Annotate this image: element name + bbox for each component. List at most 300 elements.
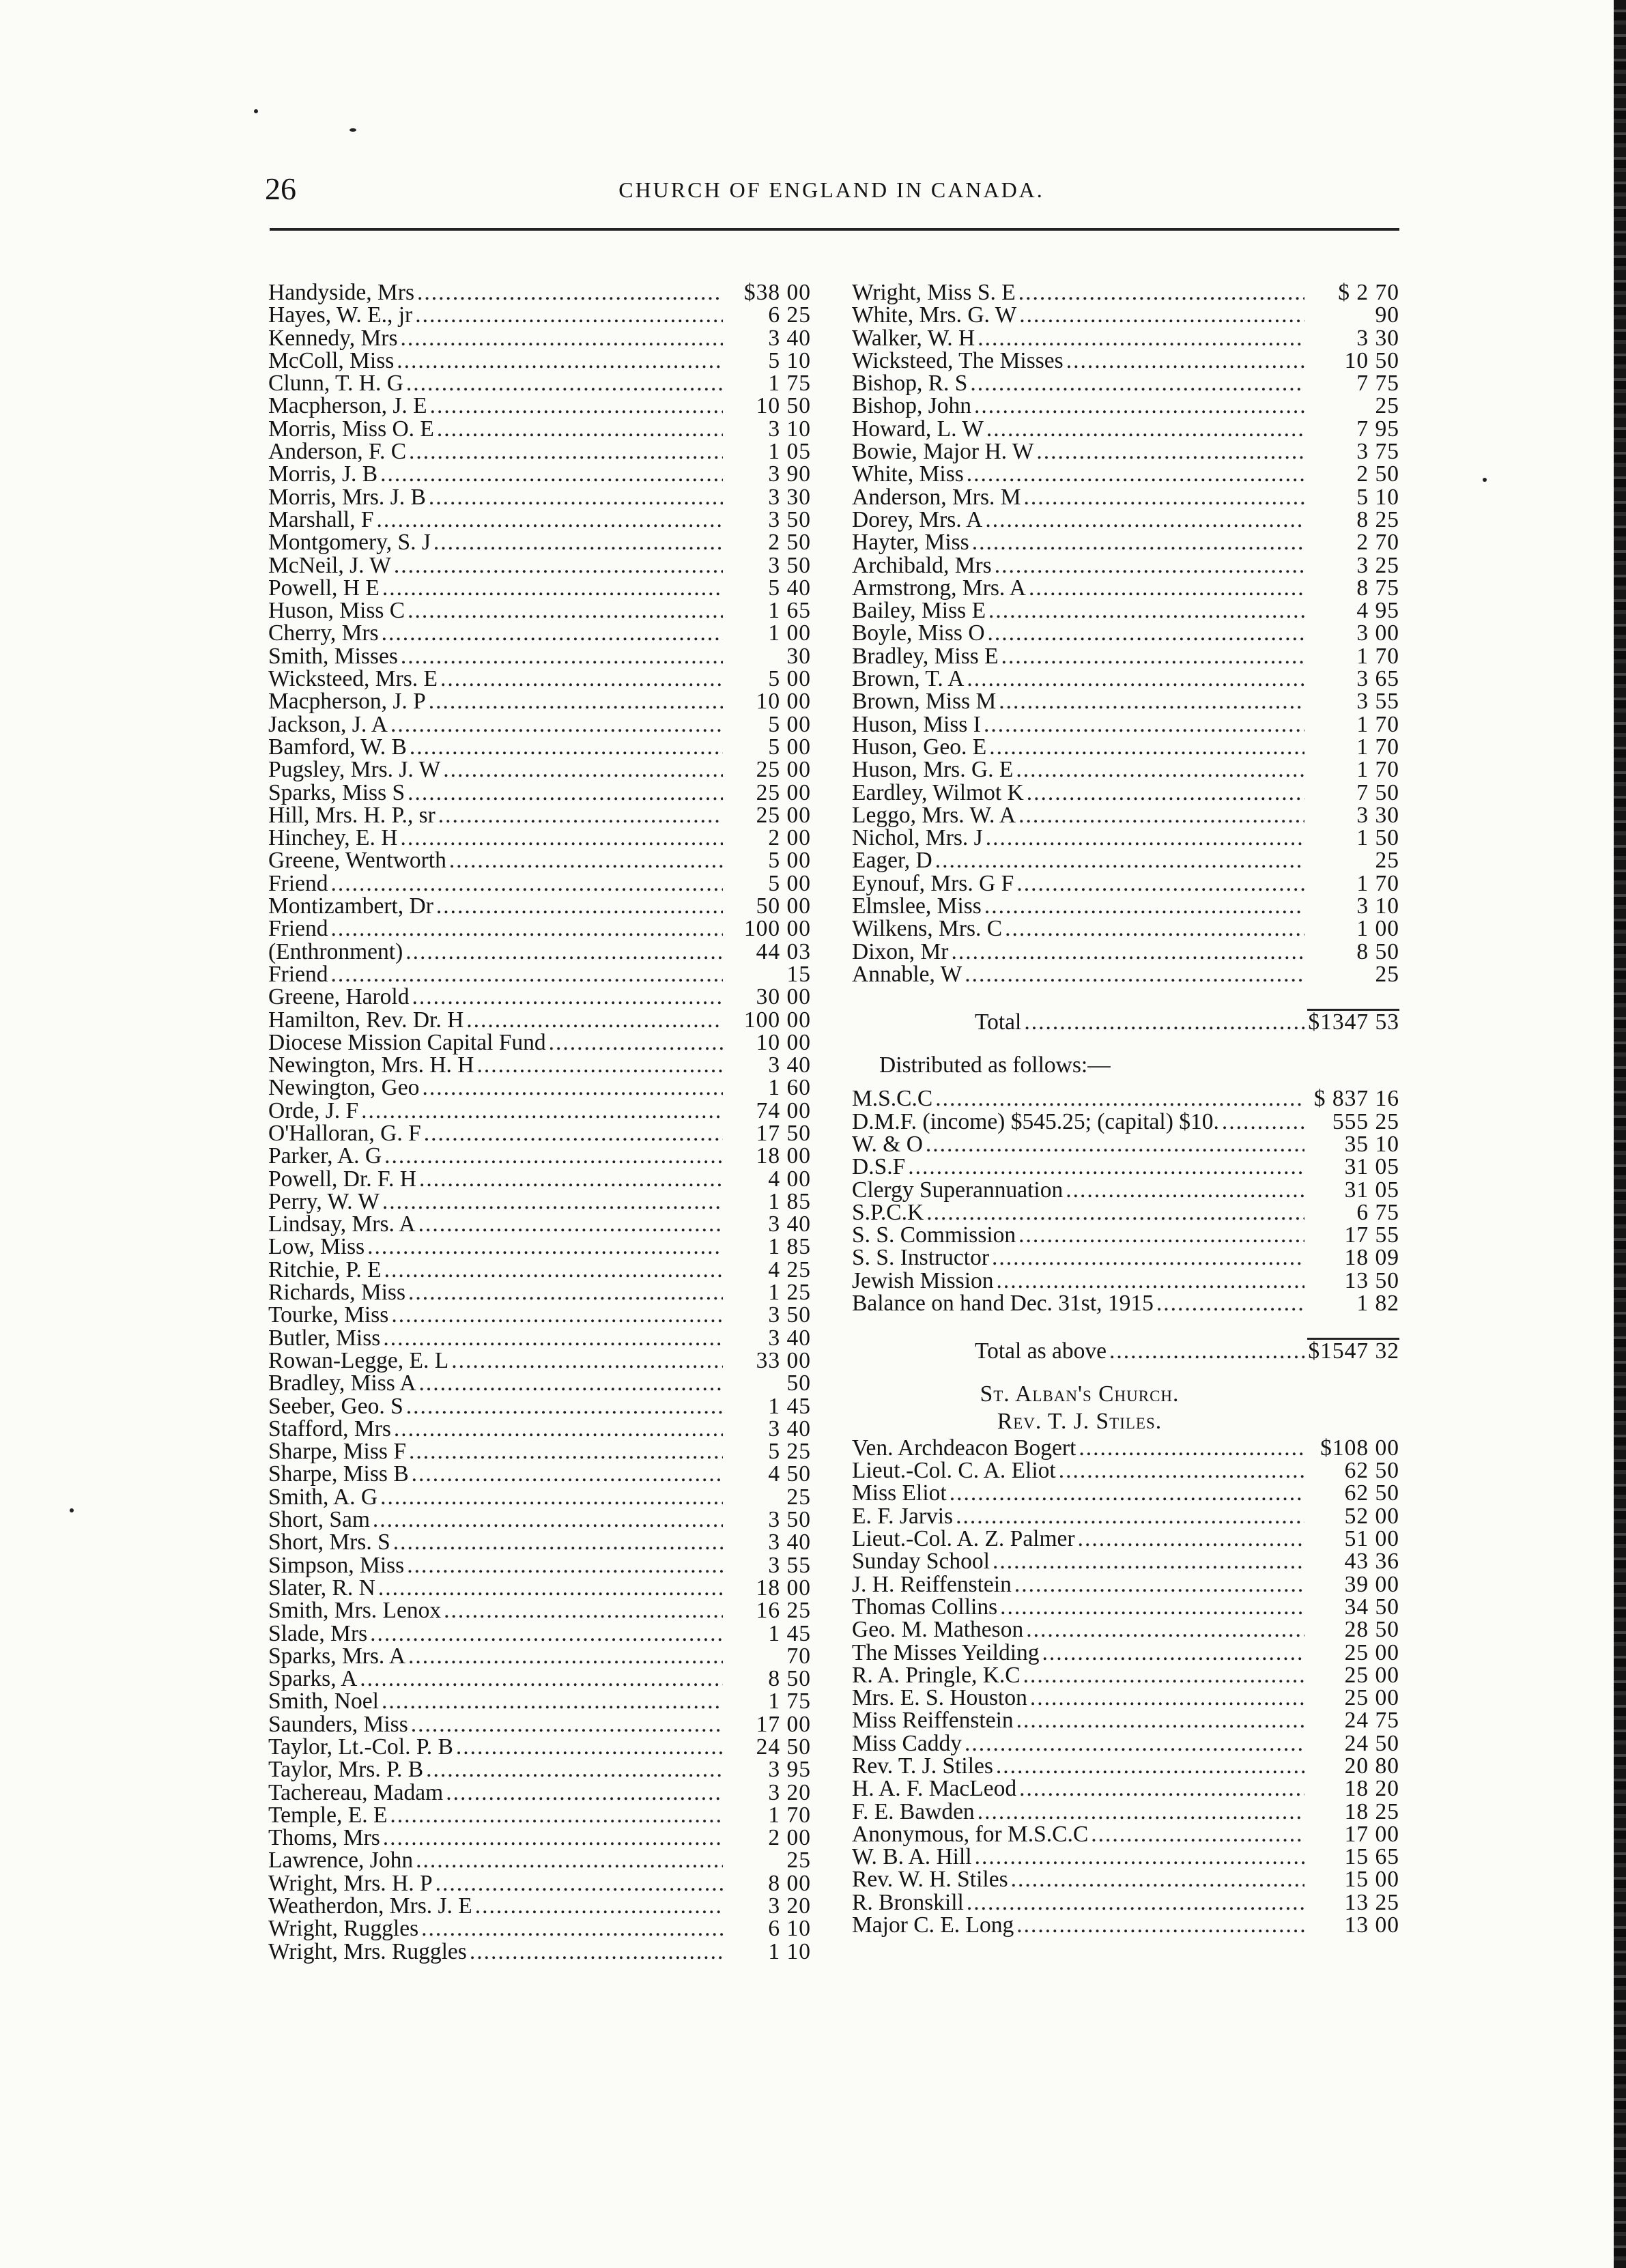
leader-dots <box>1066 1179 1304 1201</box>
leader-dots <box>415 304 723 326</box>
contributor-name: Brown, Miss M <box>852 689 997 715</box>
ledger-row <box>268 1235 811 1258</box>
leader-dots <box>1066 349 1304 372</box>
amount: 1 65 <box>768 598 811 624</box>
contributor-name: Slade, Mrs <box>268 1620 368 1646</box>
contributor-name: Wicksteed, The Misses <box>852 347 1064 373</box>
amount: 4 95 <box>1356 598 1399 624</box>
amount: 25 <box>786 1848 811 1874</box>
ledger-row <box>268 486 811 508</box>
leader-dots <box>549 1031 723 1054</box>
contributor-name: R. Bronskill <box>852 1889 964 1915</box>
contributor-name: Bishop, R. S <box>852 371 968 397</box>
contributor-name: Friend <box>268 916 328 942</box>
ledger-row <box>268 781 811 804</box>
amount: 44 03 <box>756 938 811 964</box>
ledger-row <box>268 895 811 917</box>
leader-dots <box>996 1755 1304 1777</box>
ledger-row <box>852 895 1399 917</box>
contributor-name: Sunday School <box>852 1549 990 1575</box>
leader-dots <box>394 1418 723 1440</box>
contributor-name: Lieut.-Col. C. A. Eliot <box>852 1458 1056 1484</box>
leader-dots <box>935 1087 1304 1110</box>
contributor-name: Miss Reiffenstein <box>852 1708 1014 1734</box>
st-albans-row <box>852 1527 1399 1550</box>
ledger-row <box>268 1826 811 1849</box>
leader-dots <box>1156 1292 1304 1315</box>
ledger-row <box>268 1168 811 1190</box>
ledger-row <box>268 1372 811 1394</box>
contributor-name: McNeil, J. W <box>268 552 391 578</box>
contributor-name: S. S. Instructor <box>852 1245 989 1271</box>
leader-dots <box>418 1213 723 1235</box>
leader-dots <box>986 418 1304 440</box>
ledger-row <box>852 463 1399 485</box>
amount: 52 00 <box>1344 1503 1399 1529</box>
contributor-name: Wright, Mrs. H. P <box>268 1870 433 1896</box>
leader-dots <box>449 849 723 872</box>
amount: $38 00 <box>743 280 811 305</box>
ledger-row <box>268 1190 811 1213</box>
contributor-name: Pugsley, Mrs. J. W <box>268 757 441 783</box>
distribution-row <box>852 1155 1399 1178</box>
leader-dots <box>405 941 723 963</box>
contributor-name: Tachereau, Madam <box>268 1779 444 1805</box>
contributor-name: Bamford, W. B <box>268 734 407 760</box>
leader-dots <box>470 1940 723 1963</box>
amount: 28 50 <box>1344 1617 1399 1643</box>
leader-dots <box>409 440 723 463</box>
ledger-row <box>268 371 811 397</box>
amount: $ 2 70 <box>1338 280 1399 305</box>
amount: 3 10 <box>768 416 811 442</box>
contributor-name: Anderson, F. C <box>268 439 407 465</box>
ledger-row <box>268 963 811 986</box>
contributor-name: Parker, A. G <box>268 1143 382 1169</box>
leader-dots <box>416 1849 723 1871</box>
leader-dots <box>382 577 723 599</box>
contributor-name: Walker, W. H <box>852 325 975 351</box>
contributor-name: Macpherson, J. E <box>268 393 427 419</box>
ledger-row <box>268 1327 811 1349</box>
ledger-row <box>268 1076 811 1099</box>
amount: 50 00 <box>756 893 811 919</box>
leader-dots <box>444 1599 723 1622</box>
left-column <box>268 281 811 1963</box>
amount: 10 50 <box>1344 347 1399 373</box>
contributor-name: Handyside, Mrs <box>268 280 415 305</box>
amount: 13 50 <box>1344 1267 1399 1293</box>
amount: 4 50 <box>768 1461 811 1487</box>
amount: 3 40 <box>768 1325 811 1351</box>
ledger-row <box>852 508 1399 531</box>
ledger-row <box>852 577 1399 599</box>
amount: 5 25 <box>768 1439 811 1465</box>
leader-dots <box>360 1667 723 1690</box>
ledger-row <box>852 781 1399 804</box>
contributor-name: Ven. Archdeacon Bogert <box>852 1435 1076 1461</box>
leader-dots <box>967 463 1304 485</box>
amount: 3 10 <box>1356 893 1399 919</box>
contributor-name: Perry, W. W <box>268 1188 380 1214</box>
contributor-name: W. B. A. Hill <box>852 1844 972 1870</box>
leader-dots <box>1091 1823 1304 1846</box>
leader-dots <box>1023 1664 1304 1686</box>
st-albans-row <box>852 1686 1399 1709</box>
leader-dots <box>972 531 1304 554</box>
contributor-name: S.P.C.K <box>852 1199 924 1225</box>
leader-dots <box>1019 304 1304 326</box>
leader-dots <box>433 531 723 554</box>
contributor-name: Marshall, F <box>268 506 374 532</box>
leader-dots <box>908 1155 1304 1178</box>
contributor-name: E. F. Jarvis <box>852 1503 954 1529</box>
leader-dots <box>408 599 723 622</box>
amount: 1 45 <box>768 1620 811 1646</box>
total-as-above-amount: $1547 32 <box>1308 1338 1399 1364</box>
ledger-row <box>852 418 1399 440</box>
amount: 5 00 <box>768 666 811 692</box>
ledger-row <box>268 394 811 417</box>
amount: 3 25 <box>1356 552 1399 578</box>
scan-speck <box>254 109 258 113</box>
amount: 1 25 <box>768 1280 811 1306</box>
amount: 5 00 <box>768 711 811 737</box>
amount: 5 00 <box>768 870 811 896</box>
ledger-row <box>268 1031 811 1054</box>
contributor-name: Huson, Mrs. G. E <box>852 757 1014 783</box>
leader-dots <box>1018 1224 1304 1246</box>
contributor-name: Cherry, Mrs <box>268 620 379 646</box>
leader-dots <box>370 1622 723 1645</box>
ledger-row <box>852 486 1399 508</box>
amount: 100 00 <box>743 916 811 942</box>
contributor-name: Clergy Superannuation <box>852 1177 1064 1203</box>
contributor-name: F. E. Bawden <box>852 1798 975 1824</box>
amount: 4 00 <box>768 1166 811 1192</box>
st-albans-row <box>852 1641 1399 1664</box>
amount: 1 70 <box>1356 643 1399 669</box>
amount: 70 <box>786 1643 811 1669</box>
st-albans-list <box>852 1437 1399 1937</box>
contributor-name: Powell, Dr. F. H <box>268 1166 416 1192</box>
contributor-name: Sharpe, Miss F <box>268 1439 406 1465</box>
contributor-name: Taylor, Lt.-Col. P. B <box>268 1734 453 1760</box>
leader-dots <box>429 486 723 508</box>
amount: 3 40 <box>768 1052 811 1078</box>
ledger-row <box>268 713 811 736</box>
amount: 8 50 <box>768 1666 811 1692</box>
total-row <box>852 1009 1399 1035</box>
ledger-row <box>268 1554 811 1577</box>
leader-dots <box>967 1891 1304 1914</box>
ledger-row <box>268 1395 811 1418</box>
header-rule <box>270 228 1399 231</box>
contributor-name: Hinchey, E. H <box>268 825 398 851</box>
distribution-row <box>852 1179 1399 1201</box>
ledger-row <box>852 872 1399 895</box>
contributor-name: Huson, Geo. E <box>852 734 987 760</box>
contributor-name: Thomas Collins <box>852 1594 998 1620</box>
leader-dots <box>984 713 1304 736</box>
amount: 2 00 <box>768 1825 811 1851</box>
amount: 13 25 <box>1344 1889 1399 1915</box>
ledger-row <box>268 1486 811 1508</box>
contributor-name: Bradley, Miss A <box>268 1370 416 1396</box>
amount: 10 00 <box>756 1029 811 1055</box>
amount: 5 10 <box>768 347 811 373</box>
contributor-name: W. & O <box>852 1131 923 1157</box>
amount: 555 25 <box>1332 1108 1399 1134</box>
ledger-row <box>268 304 811 326</box>
amount: $ 837 16 <box>1313 1086 1399 1112</box>
amount: 25 <box>786 1484 811 1510</box>
contributor-name: Smith, A. G <box>268 1484 378 1510</box>
ledger-row <box>268 418 811 440</box>
amount: 1 05 <box>768 439 811 465</box>
contributor-name: Dixon, Mr <box>852 938 949 964</box>
contributor-name: Sharpe, Miss B <box>268 1461 409 1487</box>
leader-dots <box>1024 486 1304 508</box>
st-albans-row <box>852 1777 1399 1800</box>
amount: 25 00 <box>756 757 811 783</box>
leader-dots <box>401 645 723 668</box>
ledger-row <box>852 622 1399 644</box>
total-amount: $1347 53 <box>1308 1009 1399 1035</box>
ledger-row <box>268 1577 811 1599</box>
amount: 13 00 <box>1344 1912 1399 1938</box>
ledger-row <box>268 1122 811 1145</box>
amount: 25 <box>1375 848 1399 874</box>
contributor-name: Temple, E. E <box>268 1802 388 1828</box>
contributor-name: The Misses Yeilding <box>852 1639 1040 1665</box>
leader-dots <box>1000 1596 1304 1618</box>
ledger-row <box>268 804 811 827</box>
ledger-row <box>268 1259 811 1281</box>
leader-dots <box>999 690 1304 713</box>
contributor-name: Hayter, Miss <box>852 530 969 556</box>
section-title: St. Alban's Church. <box>980 1381 1180 1407</box>
contributor-name: Kennedy, Mrs <box>268 325 398 351</box>
amount: 2 50 <box>1356 461 1399 487</box>
ledger-row <box>268 554 811 577</box>
distribution-row <box>852 1133 1399 1155</box>
contributor-name: Bowie, Major H. W <box>852 439 1034 465</box>
leader-dots <box>429 690 723 713</box>
distribution-row <box>852 1269 1399 1292</box>
leader-dots <box>974 394 1304 417</box>
distribution-title: Distributed as follows:— <box>879 1052 1111 1078</box>
leader-dots <box>411 1713 723 1736</box>
leader-dots <box>984 895 1304 917</box>
ledger-row <box>268 508 811 531</box>
leader-dots <box>1016 758 1304 781</box>
ledger-row <box>852 804 1399 827</box>
leader-dots <box>1042 1641 1304 1664</box>
leader-dots <box>330 963 723 986</box>
st-albans-row <box>852 1891 1399 1914</box>
ledger-row <box>268 986 811 1008</box>
contributor-name: Nichol, Mrs. J <box>852 825 983 851</box>
ledger-row <box>268 1848 811 1874</box>
leader-dots <box>438 804 723 827</box>
st-albans-row <box>852 1846 1399 1868</box>
leader-dots <box>1079 1437 1304 1459</box>
contributor-name: Morris, J. B <box>268 461 378 487</box>
ledger-row <box>268 281 811 304</box>
leader-dots <box>1078 1527 1304 1550</box>
ledger-row <box>268 577 811 599</box>
ledger-row <box>268 1917 811 1940</box>
st-albans-row <box>852 1482 1399 1504</box>
amount: 25 00 <box>1344 1639 1399 1665</box>
ledger-row <box>852 394 1399 417</box>
leader-dots <box>408 1281 723 1304</box>
leader-dots <box>935 849 1304 872</box>
ledger-row <box>268 1281 811 1304</box>
ledger-row <box>852 371 1399 397</box>
contributor-name: Miss Eliot <box>852 1480 947 1506</box>
contributor-name: Newington, Mrs. H. H <box>268 1052 474 1078</box>
amount: 25 <box>1375 961 1399 987</box>
contributor-name: Howard, L. W <box>852 416 984 442</box>
contributor-name: Eager, D <box>852 848 932 874</box>
amount: 6 10 <box>768 1916 811 1942</box>
amount: 7 75 <box>1356 371 1399 397</box>
distribution-row <box>852 1224 1399 1246</box>
contributor-name: Richards, Miss <box>268 1280 405 1306</box>
amount: 1 70 <box>1356 711 1399 737</box>
amount: 25 00 <box>1344 1685 1399 1711</box>
contributor-name: Leggo, Mrs. W. A <box>852 802 1016 828</box>
contributor-name: Smith, Misses <box>268 643 398 669</box>
leader-dots <box>417 281 723 304</box>
ledger-row <box>268 1213 811 1235</box>
running-title: CHURCH OF ENGLAND IN CANADA. <box>618 177 1044 202</box>
contributor-name: Slater, R. N <box>268 1575 375 1600</box>
contributor-name: Wright, Miss S. E <box>852 280 1016 305</box>
amount: 5 40 <box>768 575 811 601</box>
amount: 35 10 <box>1344 1131 1399 1157</box>
leader-dots <box>1029 577 1304 599</box>
amount: 1 70 <box>1356 757 1399 783</box>
st-albans-row <box>852 1596 1399 1618</box>
leader-dots <box>975 1846 1304 1868</box>
ledger-row <box>268 1758 811 1781</box>
amount: 1 00 <box>1356 916 1399 942</box>
ledger-row <box>268 1349 811 1372</box>
ledger-row <box>268 1418 811 1440</box>
amount: 43 36 <box>1344 1549 1399 1575</box>
leader-dots <box>967 668 1304 690</box>
amount: 1 70 <box>1356 734 1399 760</box>
ledger-row <box>852 304 1399 326</box>
st-albans-row <box>852 1573 1399 1596</box>
contributor-name: M.S.C.C <box>852 1086 933 1112</box>
ledger-row <box>852 938 1399 964</box>
amount: 3 55 <box>1356 689 1399 715</box>
scan-speck <box>70 1508 74 1512</box>
amount: 17 00 <box>1344 1821 1399 1847</box>
contributor-name: Archibald, Mrs <box>852 552 992 578</box>
contributor-name: White, Mrs. G. W <box>852 302 1017 328</box>
amount: 18 09 <box>1344 1245 1399 1271</box>
contributor-name: Macpherson, J. P <box>268 689 426 715</box>
leader-dots <box>412 986 723 1008</box>
leader-dots <box>451 1349 723 1372</box>
st-albans-row <box>852 1618 1399 1641</box>
amount: 7 95 <box>1356 416 1399 442</box>
contributor-name: Wilkens, Mrs. C <box>852 916 1003 942</box>
contributor-name: Lindsay, Mrs. A <box>268 1211 416 1237</box>
contributor-name: Anonymous, for M.S.C.C <box>852 1821 1089 1847</box>
leader-dots <box>419 1168 723 1190</box>
leader-dots <box>993 1550 1304 1573</box>
contributor-name: Butler, Miss <box>268 1325 381 1351</box>
ledger-row <box>268 1531 811 1553</box>
amount: 25 <box>1375 393 1399 419</box>
contributor-name: Huson, Miss C <box>268 598 405 624</box>
scan-speck <box>1483 478 1487 482</box>
amount: 15 65 <box>1344 1844 1399 1870</box>
leader-dots <box>430 394 723 417</box>
contributor-name: Short, Mrs. S <box>268 1530 390 1555</box>
amount: 3 95 <box>768 1757 811 1783</box>
ledger-row <box>852 917 1399 940</box>
ledger-row <box>268 938 811 964</box>
contributor-name: Seeber, Geo. S <box>268 1393 403 1419</box>
amount: 17 50 <box>756 1120 811 1146</box>
contributor-name: H. A. F. MacLeod <box>852 1776 1017 1802</box>
leader-dots <box>1016 1709 1304 1732</box>
st-albans-row <box>852 1459 1399 1482</box>
leader-dots <box>970 372 1304 394</box>
contributor-name: Miss Caddy <box>852 1730 962 1756</box>
ledger-row <box>852 327 1399 349</box>
amount: 3 50 <box>768 552 811 578</box>
ledger-row <box>268 1781 811 1804</box>
amount: 15 <box>786 961 811 987</box>
contributor-name: Lieut.-Col. A. Z. Palmer <box>852 1526 1075 1552</box>
amount: 1 75 <box>768 371 811 397</box>
contributor-name: D.S.F <box>852 1154 906 1180</box>
leader-dots <box>382 1690 723 1712</box>
leader-dots <box>1018 281 1304 304</box>
amount: 30 00 <box>756 984 811 1010</box>
amount: 6 25 <box>768 302 811 328</box>
leader-dots <box>378 1577 723 1599</box>
st-albans-row <box>852 1732 1399 1755</box>
amount: 50 <box>786 1370 811 1396</box>
leader-dots <box>985 508 1304 531</box>
leader-dots <box>436 895 723 917</box>
leader-dots <box>997 1269 1304 1292</box>
amount: 31 05 <box>1344 1154 1399 1180</box>
contributor-name: (Enthronment) <box>268 938 403 964</box>
contributor-name: R. A. Pringle, K.C <box>852 1662 1021 1688</box>
total-as-above-row <box>852 1338 1399 1364</box>
contributor-name: Simpson, Miss <box>268 1552 405 1578</box>
amount: 5 10 <box>1356 484 1399 510</box>
ledger-row <box>852 690 1399 713</box>
st-albans-row <box>852 1505 1399 1527</box>
amount: 62 50 <box>1344 1480 1399 1506</box>
amount: 18 20 <box>1344 1776 1399 1802</box>
contributor-name: Greene, Wentworth <box>268 848 446 874</box>
amount: 39 00 <box>1344 1571 1399 1597</box>
leader-dots <box>926 1133 1304 1155</box>
contributor-name: Eynouf, Mrs. G F <box>852 870 1014 896</box>
